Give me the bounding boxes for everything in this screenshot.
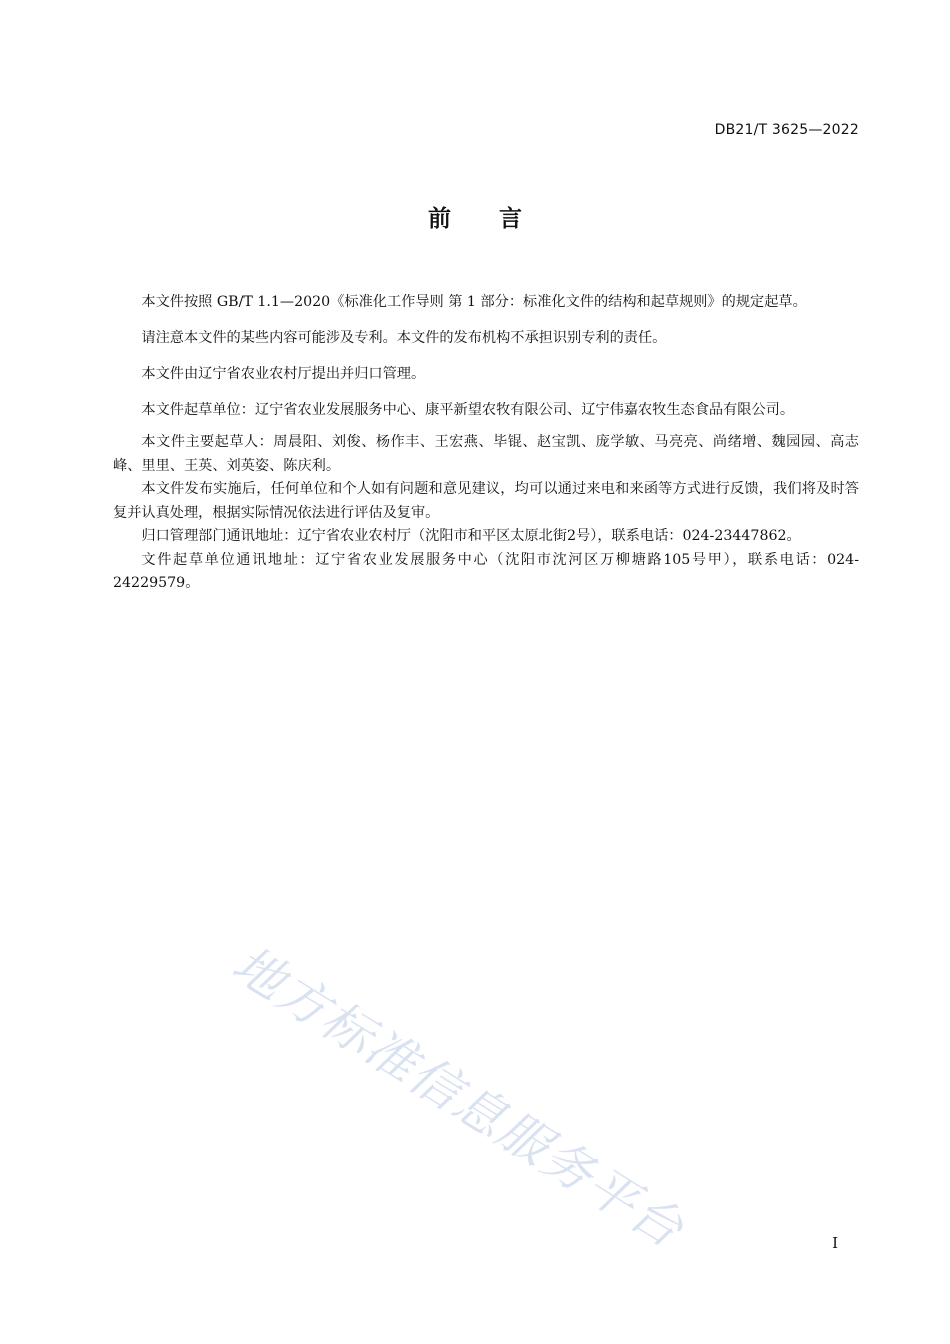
page-number: I [832,1234,838,1252]
paragraph-feedback: 本文件发布实施后，任何单位和个人如有问题和意见建议，均可以通过来电和来函等方式进行反馈，我们将及时答复并认真处理，根据实际情况依法进行评估及复审。 [113,481,859,521]
paragraph-drafting-units: 本文件起草单位：辽宁省农业发展服务中心、康平新望农牧有限公司、辽宁伟嘉农牧生态食品有限公司。 [141,402,795,418]
page-title: 前言 [428,206,570,232]
paragraph-proposer: 本文件由辽宁省农业农村厅提出并归口管理。 [141,366,426,382]
paragraph-drafter-address: 文件起草单位通讯地址：辽宁省农业发展服务中心（沈阳市沈河区万柳塘路105号甲），联系电话：024-24229579。 [113,551,859,591]
paragraph-drafters: 本文件主要起草人：周晨阳、刘俊、杨作丰、王宏燕、毕锟、赵宝凯、庞学敏、马亮亮、尚绪增、魏园园、高志峰、里里、王英、刘英姿、陈庆利。 [113,434,859,474]
watermark: 地方标准信息服务平台 [222,934,695,1260]
document-code: DB21/T 3625—2022 [714,122,859,138]
document-body [113,287,859,596]
paragraph-drafting-rules: 本文件按照 GB/T 1.1—2020《标准化工作导则 第 1 部分：标准化文件的结构和起草规则》的规定起草。 [141,294,807,310]
paragraph-authority-address: 归口管理部门通讯地址：辽宁省农业农村厅（沈阳市和平区太原北街2号），联系电话：024-23447862。 [141,528,801,544]
paragraph-patent-notice: 请注意本文件的某些内容可能涉及专利。本文件的发布机构不承担识别专利的责任。 [141,330,667,346]
